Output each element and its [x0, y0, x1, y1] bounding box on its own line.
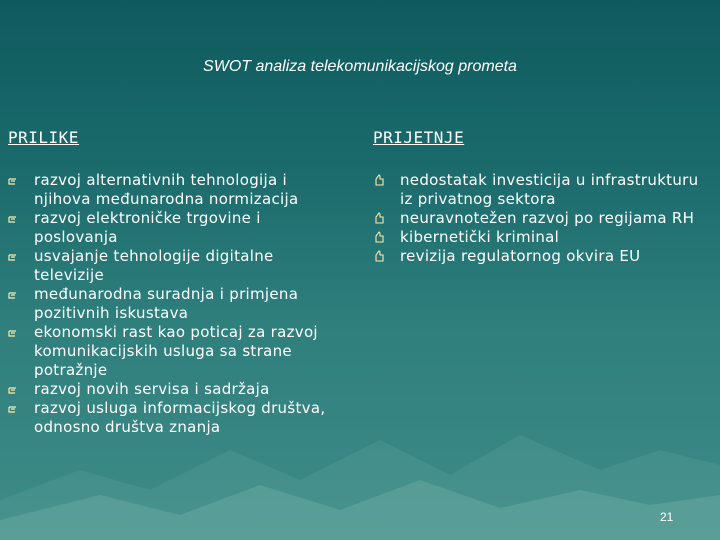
pointing-hand-icon	[8, 288, 20, 300]
opportunities-column	[8, 128, 348, 437]
thumbs-up-icon	[373, 231, 385, 243]
slide-title: SWOT analiza telekomunikacijskog prometa	[203, 58, 517, 75]
threats-column	[373, 128, 713, 266]
thumbs-up-icon	[373, 250, 385, 262]
thumbs-up-icon	[373, 212, 385, 224]
pointing-hand-icon	[8, 250, 20, 262]
opportunities-list	[8, 171, 348, 437]
thumbs-up-icon	[373, 174, 385, 186]
list-item: razvoj novih servisa i sadržaja	[8, 380, 348, 399]
list-item: usvajanje tehnologije digitalne televizije	[8, 247, 348, 285]
threats-list	[373, 171, 713, 266]
list-item: međunarodna suradnja i primjena pozitivnih iskustava	[8, 285, 348, 323]
page-number: 21	[660, 510, 674, 524]
pointing-hand-icon	[8, 383, 20, 395]
list-item: razvoj alternativnih tehnologija i njihova međunarodna normizacija	[8, 171, 348, 209]
opportunities-heading: PRILIKE	[8, 128, 79, 147]
pointing-hand-icon	[8, 402, 20, 414]
list-item: razvoj elektroničke trgovine i poslovanja	[8, 209, 348, 247]
pointing-hand-icon	[8, 212, 20, 224]
list-item: neuravnotežen razvoj po regijama RH	[373, 209, 713, 228]
list-item: nedostatak investicija u infrastrukturu iz privatnog sektora	[373, 171, 713, 209]
list-item: kibernetički kriminal	[373, 228, 713, 247]
list-item: ekonomski rast kao poticaj za razvoj komunikacijskih usluga sa strane potražnje	[8, 323, 348, 380]
list-item: revizija regulatornog okvira EU	[373, 247, 713, 266]
pointing-hand-icon	[8, 326, 20, 338]
list-item: razvoj usluga informacijskog društva, odnosno društva znanja	[8, 399, 348, 437]
pointing-hand-icon	[8, 174, 20, 186]
threats-heading: PRIJETNJE	[373, 128, 465, 147]
